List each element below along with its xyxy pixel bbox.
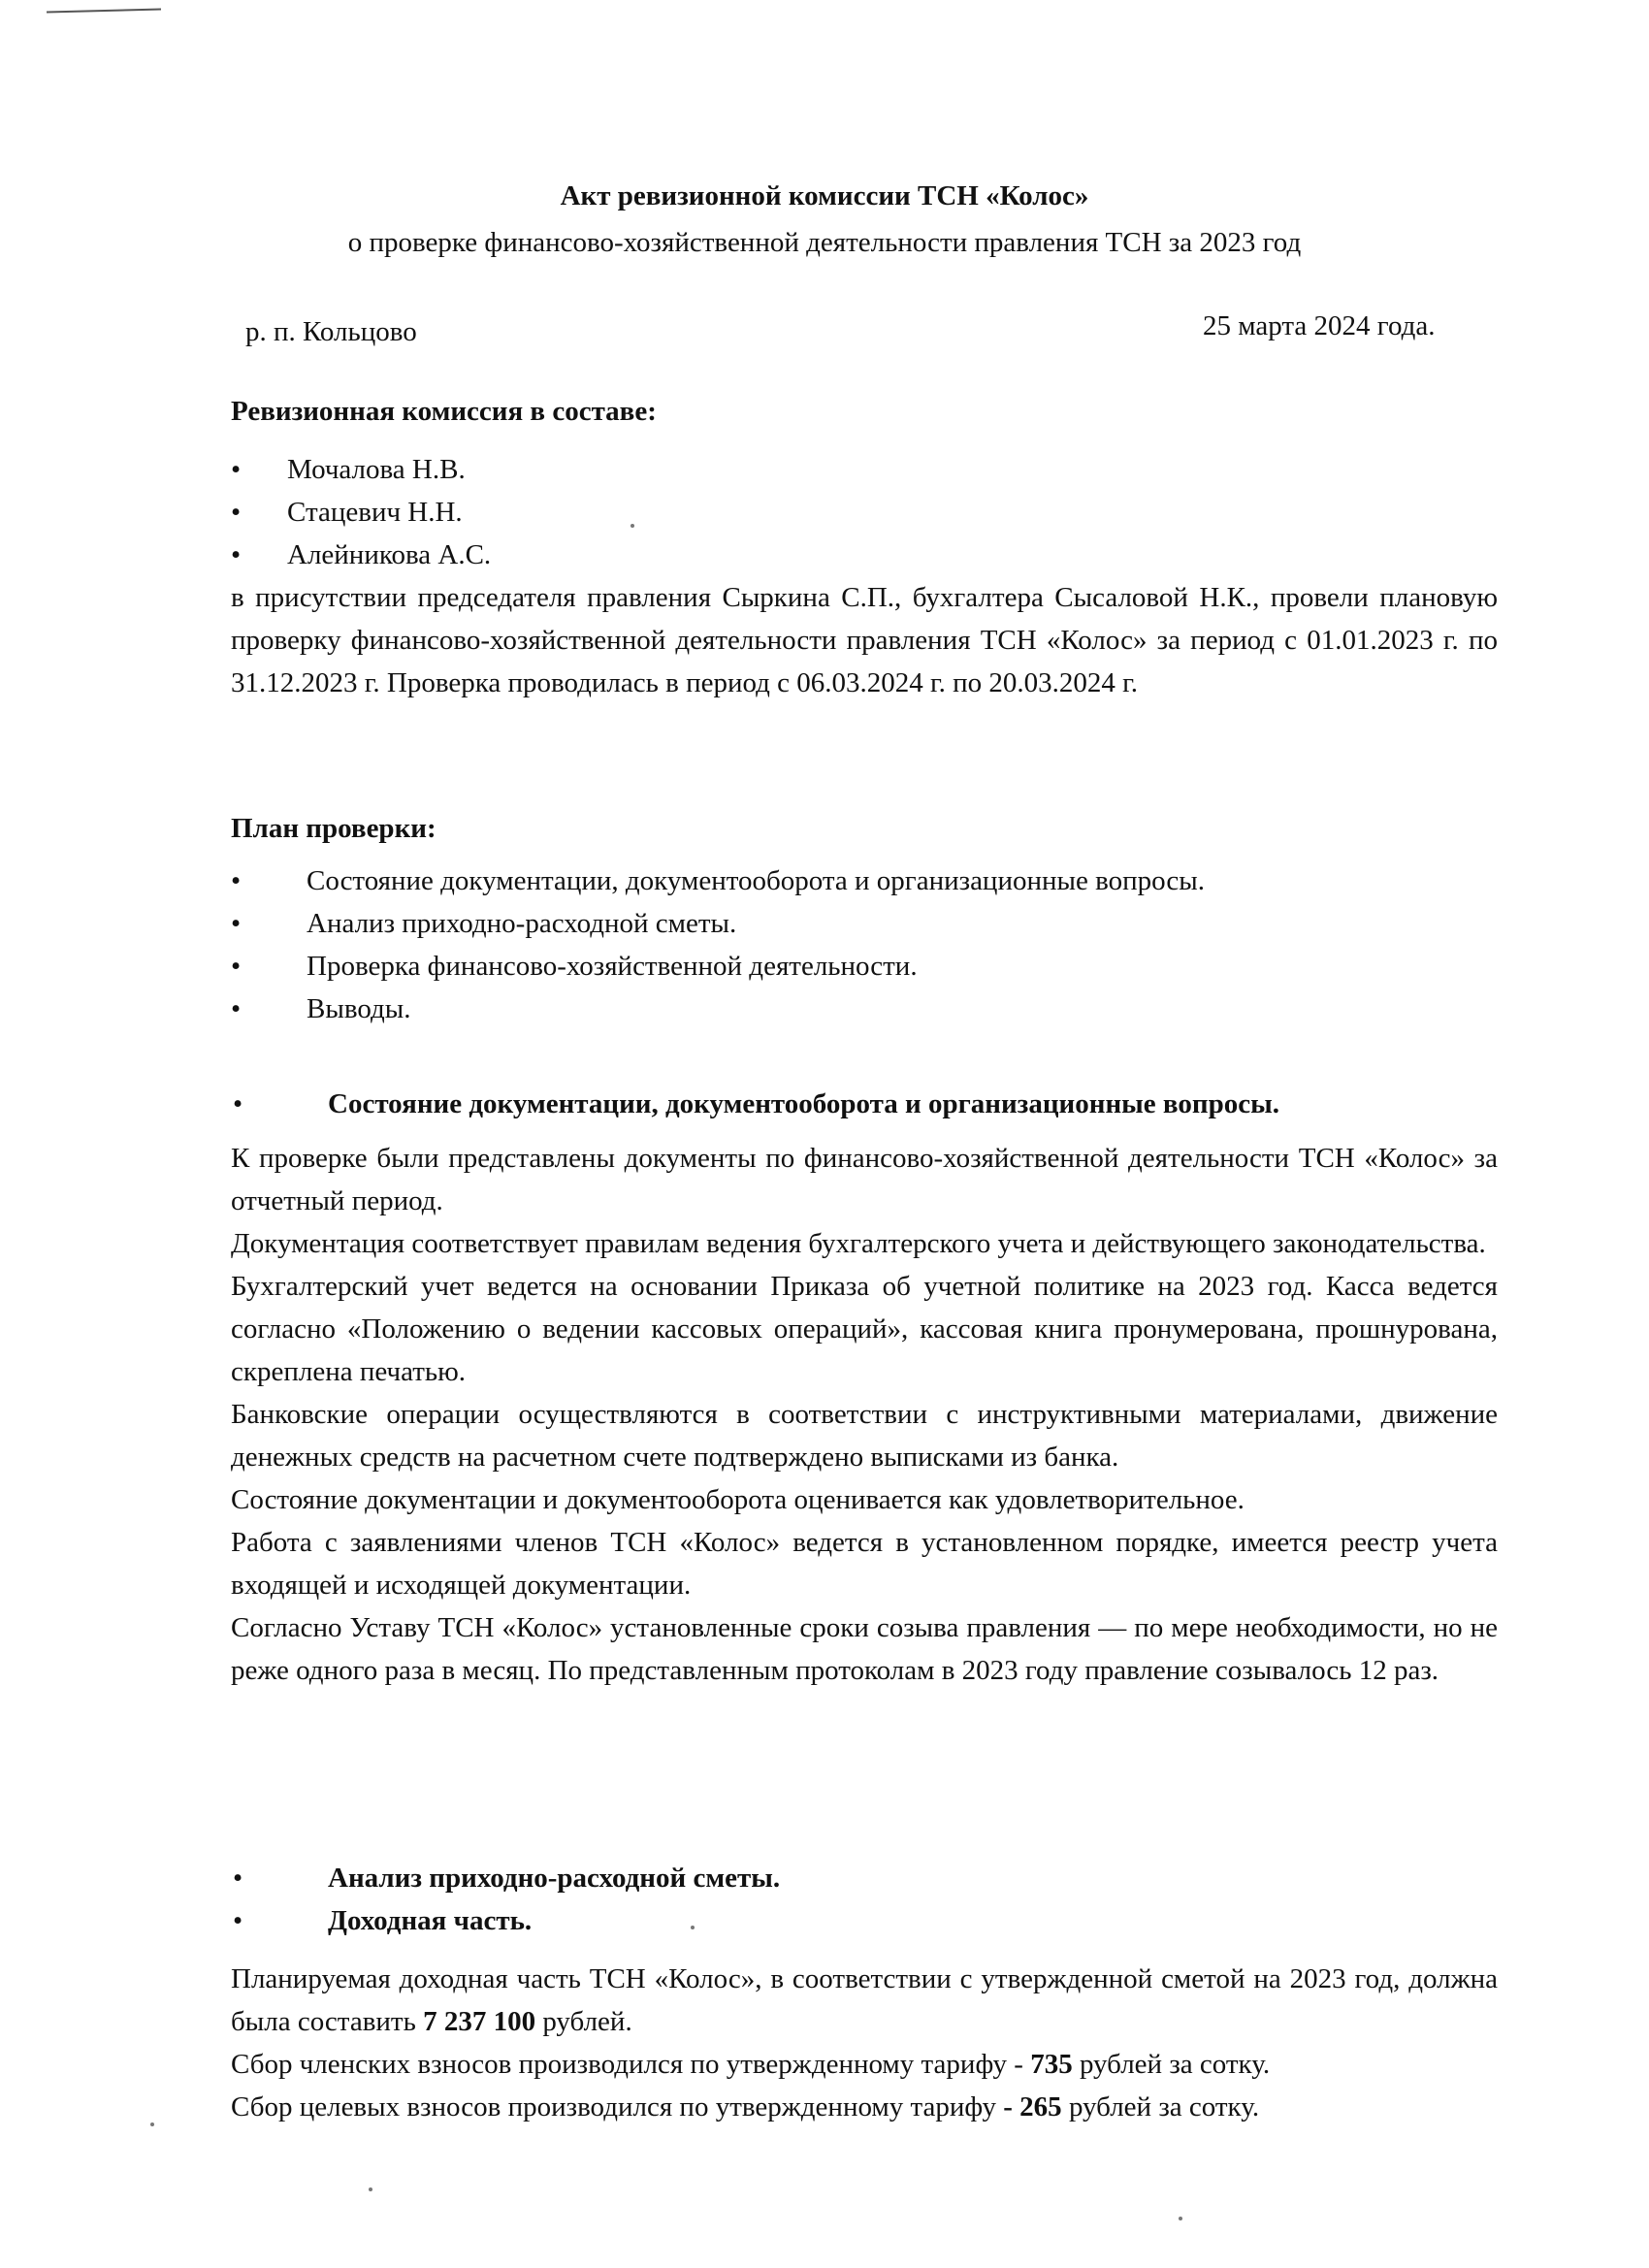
paragraph: Банковские операции осуществляются в соответствии с инструктивными материалами, движение денежных средств на расчетном счете подтверждено выписками из банка. <box>231 1399 1498 1473</box>
list-item: • Выводы. <box>231 988 1498 1030</box>
commission-heading: Ревизионная комиссия в составе: <box>231 396 657 427</box>
plan-list <box>231 859 1498 1030</box>
plan-section <box>231 807 1498 850</box>
list-item: • Мочалова Н.В. <box>231 448 1498 491</box>
commission-section <box>231 390 1498 433</box>
section1 <box>231 1083 1498 1125</box>
bullet: • <box>233 1905 243 1936</box>
document-subtitle: о проверке финансово-хозяйственной деятельности правления ТСН за 2023 год <box>347 227 1302 258</box>
bullet: • <box>233 1863 243 1894</box>
paragraph: Бухгалтерский учет ведется на основании Приказа об учетной политике на 2023 год. Касса ведется согласно «Положению о ведении кассовых операций», кассовая книга пронумерована, прошнурована, скреплена печатью. <box>231 1271 1498 1387</box>
section2-body <box>231 1958 1498 2128</box>
scan-speck <box>369 2187 372 2191</box>
member-fee-line: Сбор членских взносов производился по утвержденному тарифу - 735 рублей за сотку. <box>231 2049 1271 2080</box>
commission-intro: в присутствии председателя правления Сыркина С.П., бухгалтера Сысаловой Н.К., провели плановую проверку финансово-хозяйственной деятельности правления ТСН «Колос» за период с 01.01.2023 г. по 31.12.2023 г. Проверка проводилась в период с 06.03.2024 г. по 20.03.2024 г. <box>231 582 1498 698</box>
section1-heading: • Состояние документации, документооборота и организационные вопросы. <box>231 1083 1498 1125</box>
section2 <box>231 1857 1498 1942</box>
paragraph: Согласно Уставу ТСН «Колос» установленные сроки созыва правления — по мере необходимости, но не реже одного раза в месяц. По представленным протоколам в 2023 году правление созывалось 12 раз. <box>231 1612 1498 1686</box>
plan-heading: План проверки: <box>231 813 436 844</box>
bullet: • <box>231 951 242 982</box>
bullet: • <box>231 865 242 896</box>
income-paragraph: Планируемая доходная часть ТСН «Колос», в соответствии с утвержденной сметой на 2023 год, должна была составить 7 237 100 рублей. <box>231 1963 1498 2037</box>
scan-mark <box>47 8 161 13</box>
bullet: • <box>233 1088 243 1119</box>
bullet: • <box>231 993 242 1024</box>
scan-speck <box>1179 2217 1182 2220</box>
member-list <box>231 448 1498 576</box>
document-date: 25 марта 2024 года. <box>1203 310 1436 341</box>
member-fee-value: 735 <box>1030 2049 1073 2080</box>
target-fee-line: Сбор целевых взносов производился по утвержденному тарифу - 265 рублей за сотку. <box>231 2091 1260 2122</box>
document-place: р. п. Кольцово <box>245 316 417 347</box>
list-item: • Состояние документации, документооборота и организационные вопросы. <box>231 859 1498 902</box>
bullet: • <box>231 908 242 939</box>
list-item: • Алейникова А.С. <box>231 534 1498 576</box>
plan-items <box>231 859 1498 1030</box>
list-item: • Проверка финансово-хозяйственной деятельности. <box>231 945 1498 988</box>
list-item: • Стацевич Н.Н. <box>231 491 1498 534</box>
commission-members <box>231 448 1498 704</box>
paragraph: Документация соответствует правилам ведения бухгалтерского учета и действующего законодательства. <box>231 1228 1486 1259</box>
bullet: • <box>231 497 242 528</box>
list-item: • Анализ приходно-расходной сметы. <box>231 902 1498 945</box>
section2-heading: • Анализ приходно-расходной сметы. <box>231 1857 1498 1899</box>
scan-speck <box>150 2122 154 2126</box>
target-fee-value: - 265 <box>1003 2091 1062 2122</box>
section1-body <box>231 1137 1498 1692</box>
section2-subheading: • Доходная часть. <box>231 1899 1498 1942</box>
bullet: • <box>231 454 242 485</box>
paragraph: К проверке были представлены документы по финансово-хозяйственной деятельности ТСН «Колос» за отчетный период. <box>231 1143 1498 1216</box>
paragraph: Состояние документации и документооборота оценивается как удовлетворительное. <box>231 1484 1245 1515</box>
bullet: • <box>231 539 242 570</box>
income-amount: 7 237 100 <box>423 2006 536 2037</box>
paragraph: Работа с заявлениями членов ТСН «Колос» ведется в установленном порядке, имеется реестр учета входящей и исходящей документации. <box>231 1527 1498 1601</box>
document-title: Акт ревизионной комиссии ТСН «Колос» <box>560 180 1089 211</box>
